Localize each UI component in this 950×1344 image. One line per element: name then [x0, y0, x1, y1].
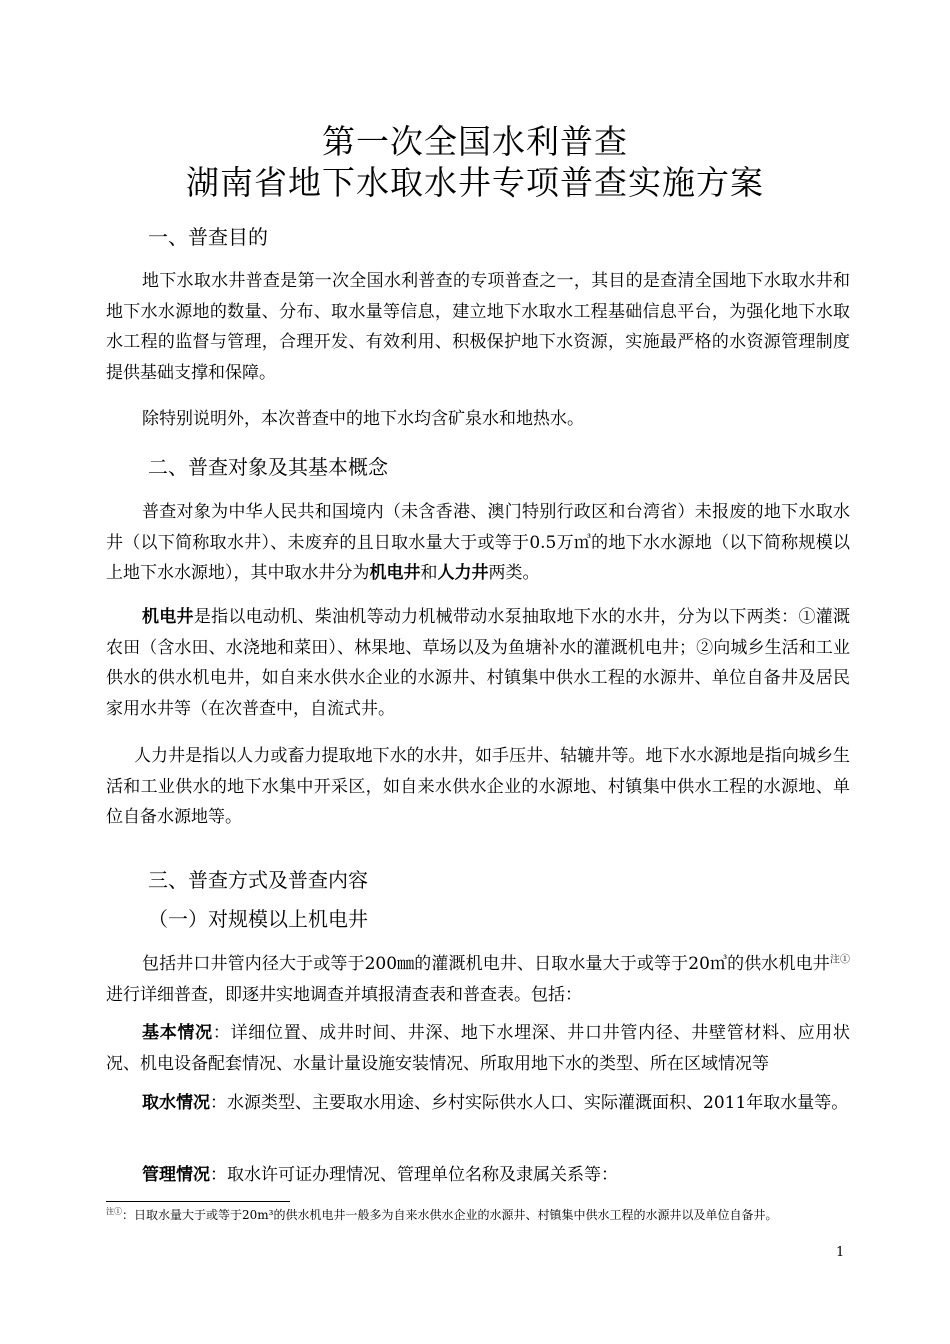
document-title-line-2: 湖南省地下水取水井专项普查实施方案	[186, 163, 764, 202]
s2p2-bold-term: 机电井	[142, 607, 194, 627]
section-3-heading: 三、普查方式及普查内容	[148, 868, 368, 892]
s2p1-bold-jidianjing: 机电井	[369, 563, 421, 583]
section-2-paragraph-1	[106, 497, 850, 589]
management-info-label: 管理情况	[142, 1165, 210, 1185]
section-1-heading: 一、普查目的	[148, 225, 268, 249]
section-2-heading: 二、普查对象及其基本概念	[148, 455, 388, 479]
section-3-subheading: （一）对规模以上机电井	[148, 907, 368, 931]
section-3-paragraph-1	[106, 949, 850, 1010]
s3p1-text-b: 进行详细普查，即逐井实地调查并填报清查表和普查表。包括：	[106, 984, 582, 1005]
s2p1-text-c: 和	[420, 563, 438, 583]
section-2-paragraph-3: 人力井是指以人力或畜力提取地下水的水井，如手压井、轱辘井等。地下水水源地是指向城乡生活和工业供水的地下水集中开采区，如自来水供水企业的水源地、村镇集中供水工程的水源地、单位自备水源地等。	[106, 746, 850, 827]
footnote	[106, 1206, 850, 1225]
intake-info-paragraph	[106, 1088, 850, 1119]
document-title-line-1: 第一次全国水利普查	[322, 122, 628, 161]
s3p1-text-a: 包括井口井管内径大于或等于200㎜的灌溉机电井、日取水量大于或等于20㎥的供水机电井	[142, 954, 830, 974]
section-1-paragraph-2: 除特别说明外，本次普查中的地下水均含矿泉水和地热水。	[142, 409, 584, 429]
intake-info-label: 取水情况	[142, 1093, 210, 1113]
basic-info-label: 基本情况	[142, 1023, 213, 1043]
footnote-separator	[106, 1201, 290, 1202]
footnote-reference: 注①	[829, 954, 851, 966]
s2p1-text-d: 两类。	[488, 563, 540, 583]
s2p2-text: 是指以电动机、柴油机等动力机械带动水泵抽取地下水的水井，分为以下两类：①灌溉农田（含水田、水浇地和菜田）、林果地、草场以及为鱼塘补水的灌溉机电井；②向城乡生活和工业供水的供水机电井，如自来水供水企业的水源井、村镇集中供水工程的水源井、单位自备井及居民家用水井等（在次普查中，自流式井。	[106, 607, 851, 719]
basic-info-paragraph	[106, 1018, 850, 1079]
intake-info-text: ：水源类型、主要取水用途、乡村实际供水人口、实际灌溉面积、2011年取水量等。	[210, 1093, 849, 1113]
s2p1-text-a: 普查对象为中华人民共和国境内（未含香港、澳门特别行政区和台湾省）未报废的地下水取水井（以下简称取水井）、未废弃的且日取水量大于或等于0.5万㎥的地下水水源地（以下简称规模以上地下水水源地），其中取水井分为	[106, 502, 850, 583]
footnote-mark: 注①	[106, 1207, 122, 1216]
management-info-paragraph	[106, 1160, 850, 1191]
s2p1-bold-renlijing: 人力井	[437, 563, 489, 583]
basic-info-text: ：详细位置、成井时间、井深、地下水埋深、井口井管内径、井壁管材料、应用状况、机电设备配套情况、水量计量设施安装情况、所取用地下水的类型、所在区域情况等	[106, 1023, 851, 1074]
footnote-text: ：日取水量大于或等于20m³的供水机电井一般多为自来水供水企业的水源井、村镇集中供水工程的水源井以及单位自备井。	[122, 1208, 778, 1222]
page-number: 1	[836, 1245, 845, 1260]
management-info-text: ：取水许可证办理情况、管理单位名称及隶属关系等：	[210, 1165, 618, 1185]
section-2-paragraph-2	[106, 602, 850, 724]
section-1-paragraph-1: 地下水取水井普查是第一次全国水利普查的专项普查之一，其目的是查清全国地下水取水井和地下水水源地的数量、分布、取水量等信息，建立地下水取水工程基础信息平台，为强化地下水取水工程的监督与管理，合理开发、有效利用、积极保护地下水资源，实施最严格的水资源管理制度提供基础支撑和保障。	[106, 271, 850, 383]
